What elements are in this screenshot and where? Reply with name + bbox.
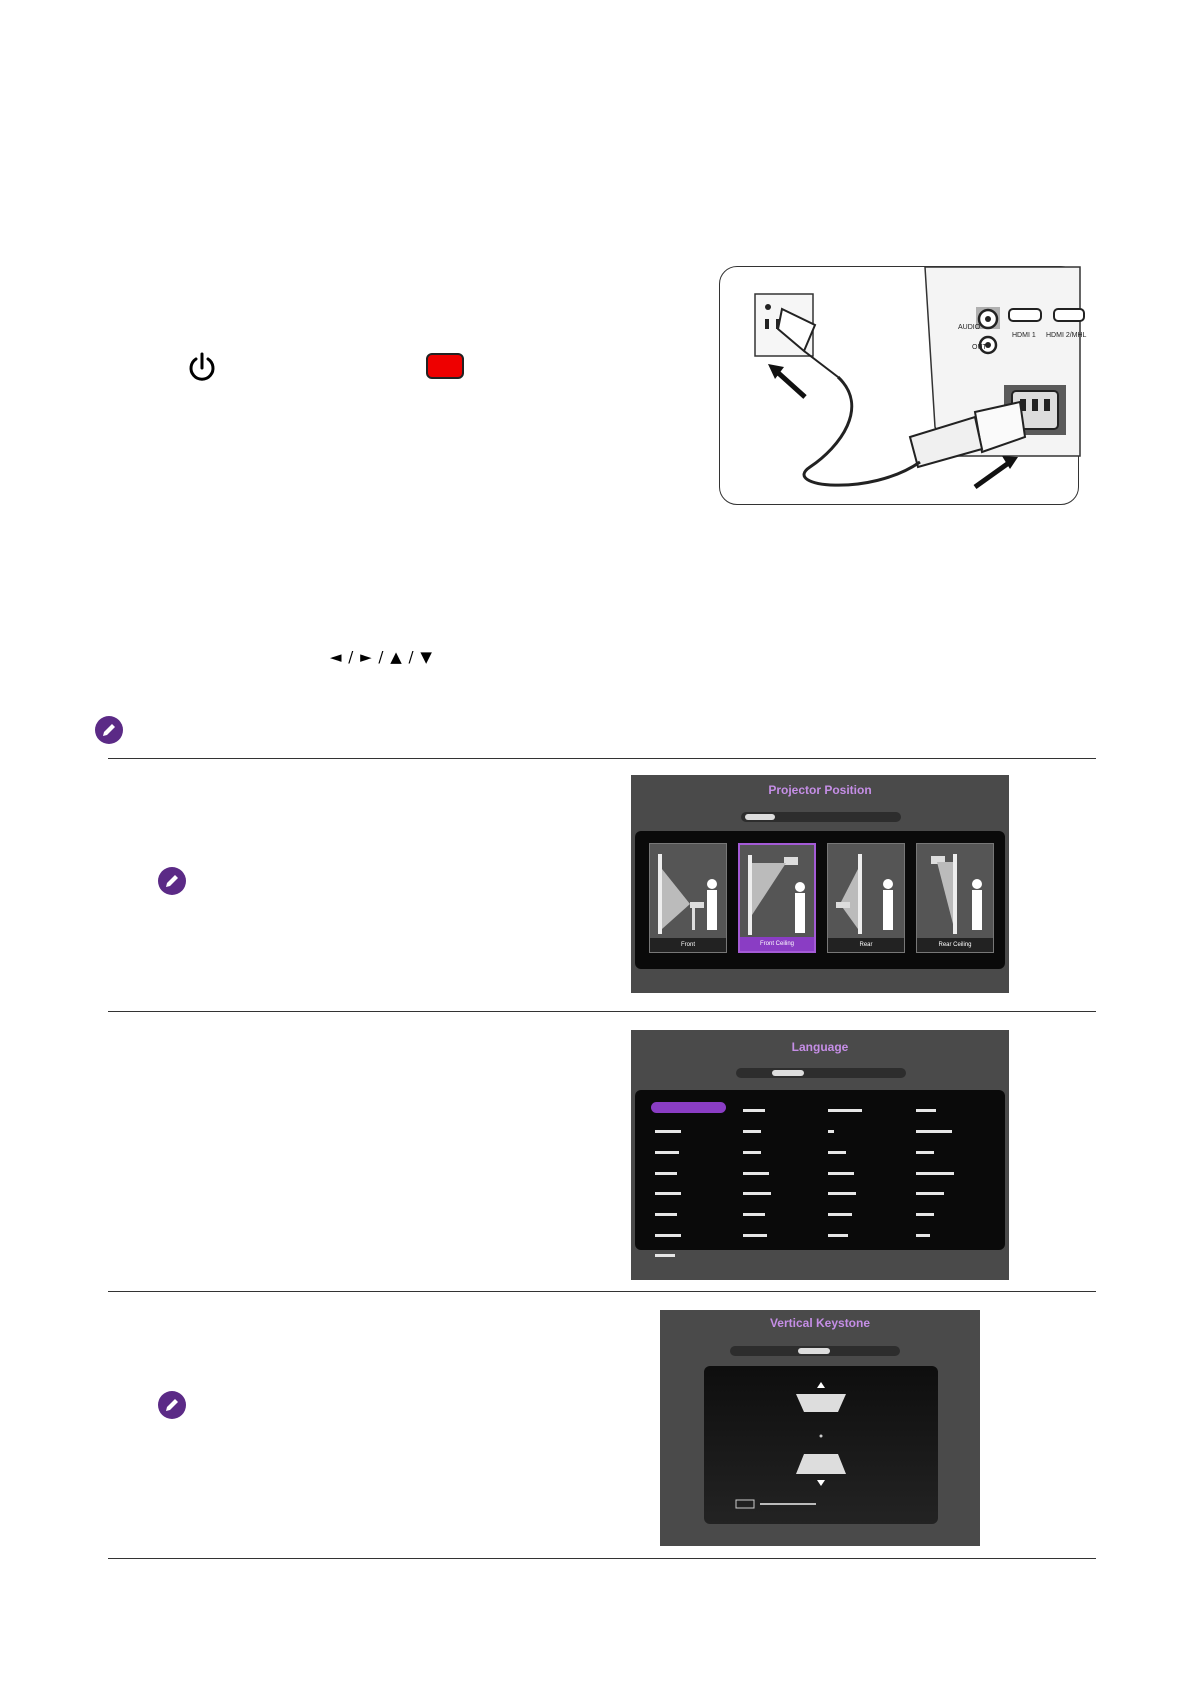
keystone-panel <box>704 1366 938 1524</box>
screen-title: Vertical Keystone <box>769 1316 871 1330</box>
arrow-keys: ◄ / ► / ▲ / ▼ <box>330 648 433 666</box>
position-label: Rear Ceiling <box>917 938 993 952</box>
language-grid <box>631 1030 1009 1280</box>
pencil-note-icon <box>157 1390 187 1420</box>
jack-label-hdmi1: HDMI 1 <box>1012 332 1036 339</box>
position-label: Rear <box>828 938 904 952</box>
position-panel <box>635 831 1005 969</box>
red-indicator-icon <box>426 353 464 379</box>
table-rule <box>108 758 1096 759</box>
table-rule <box>108 1291 1096 1292</box>
jack-label-out: OUT <box>972 344 987 351</box>
pencil-note-icon <box>94 715 124 745</box>
position-card <box>916 843 994 953</box>
power-cord-illustration <box>719 266 1087 505</box>
power-icon <box>185 351 219 385</box>
language-screenshot <box>631 1030 1009 1280</box>
pencil-note-icon <box>157 866 187 896</box>
jack-label-hdmi2: HDMI 2/MHL <box>1046 332 1087 339</box>
screen-title: Projector Position <box>768 783 872 797</box>
table-rule <box>108 1011 1096 1012</box>
position-card <box>649 843 727 953</box>
position-label: Front Ceiling <box>740 937 814 951</box>
position-label: Front <box>650 938 726 952</box>
position-card-selected <box>738 843 816 953</box>
jack-label-audio: AUDIO <box>958 324 981 331</box>
table-rule <box>108 1558 1096 1559</box>
progress-bar <box>730 1346 900 1356</box>
screen-title: Language <box>791 1040 849 1054</box>
position-card <box>827 843 905 953</box>
progress-bar <box>741 812 901 822</box>
keystone-screenshot <box>660 1310 980 1546</box>
projector-position-screenshot <box>631 775 1009 993</box>
